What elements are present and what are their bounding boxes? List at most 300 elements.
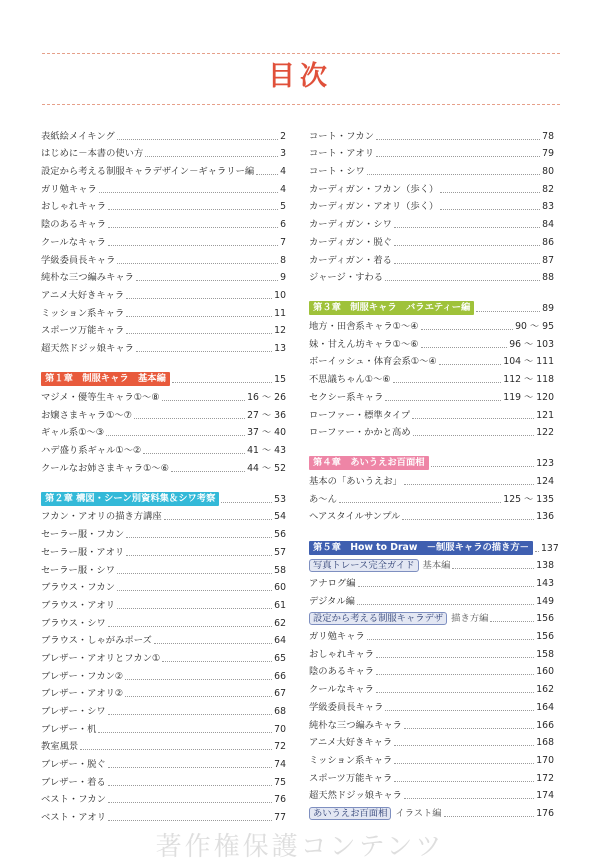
toc-row bbox=[41, 404, 286, 422]
dot-leader bbox=[99, 192, 278, 193]
page-number: 60 bbox=[274, 582, 286, 594]
toc-row bbox=[41, 160, 286, 178]
chapter-heading: 第５章 How to Draw －制服キャラの描き方－ bbox=[309, 541, 533, 555]
toc-row bbox=[309, 178, 554, 196]
page-number: 7 bbox=[280, 236, 286, 248]
page-number: 68 bbox=[274, 706, 286, 717]
page-number: 124 bbox=[536, 476, 554, 488]
toc-row bbox=[41, 630, 286, 648]
toc-entry-title: ヘアスタイルサンプル bbox=[309, 511, 401, 523]
dot-leader bbox=[376, 156, 540, 157]
page-number: 67 bbox=[274, 688, 286, 700]
dot-leader bbox=[143, 453, 245, 454]
toc-entry-title: ブレザー・アオリ② bbox=[41, 688, 124, 700]
dot-leader bbox=[80, 749, 272, 750]
page-number: 58 bbox=[274, 564, 286, 576]
toc-entry-title: ブレザー・脱ぐ bbox=[41, 759, 106, 771]
page-number: 8 bbox=[280, 254, 286, 266]
chapter-heading: 第１章 制服キャラ 基本編 bbox=[41, 372, 170, 386]
toc-row bbox=[41, 523, 286, 541]
dot-leader bbox=[452, 568, 534, 569]
page-number: 87 bbox=[542, 254, 554, 266]
page-number: 82 bbox=[542, 183, 554, 195]
toc-entry-title: 表紙絵メイキング bbox=[41, 130, 115, 142]
page-number: 170 bbox=[536, 754, 554, 766]
toc-row bbox=[309, 714, 554, 732]
page-number: 64 bbox=[274, 635, 286, 647]
toc-entry-title: 設定から考える制服キャラデザイン－ギャラリー編 bbox=[41, 166, 255, 178]
dot-leader bbox=[535, 551, 539, 552]
toc-entry-title: アニメ大好きキャラ bbox=[41, 289, 125, 301]
page-number: 112 ～ 118 bbox=[503, 374, 554, 386]
toc-row bbox=[41, 789, 286, 807]
dot-leader bbox=[154, 643, 272, 644]
dot-leader bbox=[108, 227, 278, 228]
toc-entry-title: マジメ・優等生キャラ①～⑧ bbox=[41, 391, 160, 403]
page-number: 90 ～ 95 bbox=[515, 321, 554, 333]
page-number: 10 bbox=[274, 289, 286, 301]
dot-leader bbox=[164, 519, 272, 520]
dot-leader bbox=[117, 590, 272, 591]
dot-leader bbox=[172, 382, 272, 383]
toc-entry-title: セーラー服・アオリ bbox=[41, 546, 125, 558]
toc-chapter-row bbox=[309, 537, 559, 555]
dot-leader bbox=[394, 245, 540, 246]
page-number: 79 bbox=[542, 148, 554, 160]
toc-entry-title: ブラウス・シワ bbox=[41, 617, 106, 629]
dot-leader bbox=[108, 714, 272, 715]
dot-leader bbox=[117, 139, 278, 140]
dot-leader bbox=[134, 418, 245, 419]
dot-leader bbox=[358, 586, 535, 587]
toc-entry-title: カーディガン・フカン（歩く） bbox=[309, 183, 439, 195]
toc-chapter-row bbox=[41, 488, 286, 506]
toc-entry-title: ブラウス・しゃがみポーズ bbox=[41, 635, 152, 647]
toc-row bbox=[41, 700, 286, 718]
toc-entry-title: 教室風景 bbox=[41, 741, 79, 753]
dot-leader bbox=[126, 537, 272, 538]
dot-leader bbox=[376, 139, 540, 140]
toc-row bbox=[309, 386, 554, 404]
toc-row bbox=[41, 647, 286, 665]
page-number: 56 bbox=[274, 529, 286, 541]
toc-entry-title: はじめに－本書の使い方 bbox=[41, 148, 144, 160]
toc-entry-title: 純朴な三つ編みキャラ bbox=[41, 272, 134, 284]
toc-entry-title: ガリ勉キャラ bbox=[309, 631, 365, 643]
toc-entry-title: 地方・田舎系キャラ①～④ bbox=[309, 321, 419, 333]
dot-leader bbox=[106, 435, 245, 436]
page-number: 104 ～ 111 bbox=[503, 356, 554, 368]
toc-row bbox=[309, 351, 554, 369]
chapter-heading: 第２章 構図・シーン別資料集＆シワ考察 bbox=[41, 492, 219, 506]
page-number: 5 bbox=[280, 201, 286, 213]
dot-leader bbox=[394, 227, 540, 228]
dot-leader bbox=[256, 174, 278, 175]
dot-leader bbox=[162, 400, 245, 401]
dot-leader bbox=[421, 347, 508, 348]
dot-leader bbox=[394, 763, 534, 764]
toc-row bbox=[41, 612, 286, 630]
dot-leader bbox=[431, 466, 535, 467]
toc-row bbox=[309, 802, 554, 820]
page-number: 84 bbox=[542, 219, 554, 231]
page-number: 88 bbox=[542, 272, 554, 284]
toc-entry-title: カーディガン・脱ぐ bbox=[309, 236, 392, 248]
page-number: 9 bbox=[280, 272, 286, 284]
dot-leader bbox=[404, 484, 534, 485]
page-number: 123 bbox=[536, 458, 554, 470]
toc-entry-title: コート・フカン bbox=[309, 130, 374, 142]
section-tag: 設定から考える制服キャラデザ bbox=[309, 612, 447, 625]
toc-entry-title: スポーツ万能キャラ bbox=[309, 772, 393, 784]
dot-leader bbox=[126, 333, 272, 334]
page-number: 37 ～ 40 bbox=[247, 427, 286, 439]
page-number: 122 bbox=[536, 427, 554, 439]
toc-entry-title: コート・シワ bbox=[309, 166, 365, 178]
toc-entry-title: セーラー服・フカン bbox=[41, 529, 125, 541]
toc-row bbox=[309, 249, 554, 267]
toc-entry-title: カーディガン・アオリ（歩く） bbox=[309, 201, 439, 213]
toc-row bbox=[41, 577, 286, 595]
dot-leader bbox=[394, 745, 534, 746]
toc-row bbox=[309, 749, 554, 767]
toc-entry-title: セクシー系キャラ bbox=[309, 391, 384, 403]
toc-entry-title: ローファー・かかと高め bbox=[309, 427, 411, 439]
toc-row bbox=[41, 736, 286, 754]
toc-row bbox=[41, 753, 286, 771]
page-number: 162 bbox=[536, 684, 554, 696]
toc-entry-title: コート・アオリ bbox=[309, 148, 374, 160]
toc-row bbox=[309, 555, 554, 573]
dot-leader bbox=[126, 316, 272, 317]
toc-row bbox=[41, 506, 286, 524]
toc-row bbox=[41, 267, 286, 285]
toc-entry-title: おしゃれキャラ bbox=[309, 648, 375, 660]
toc-left-column bbox=[41, 125, 286, 824]
toc-entry-title: ベスト・アオリ bbox=[41, 812, 106, 824]
toc-row bbox=[309, 422, 554, 440]
page-number: 137 bbox=[540, 542, 559, 554]
toc-row bbox=[41, 143, 286, 161]
toc-entry-title: ブレザー・アオリとフカン① bbox=[41, 652, 161, 664]
page-number: 74 bbox=[274, 759, 286, 771]
toc-row bbox=[309, 767, 554, 785]
page-number: 70 bbox=[274, 723, 286, 735]
page-number: 158 bbox=[536, 648, 554, 660]
section-tag: あいうえお百面相 bbox=[309, 807, 391, 820]
toc-entry-title: あ～ん bbox=[309, 493, 337, 505]
dot-leader bbox=[98, 732, 272, 733]
toc-chapter-row bbox=[309, 298, 554, 316]
dot-leader bbox=[440, 192, 540, 193]
page-number: 125 ～ 135 bbox=[503, 493, 554, 505]
toc-row bbox=[41, 718, 286, 736]
dot-leader bbox=[108, 626, 272, 627]
dot-leader bbox=[393, 382, 502, 383]
toc-entry-title: 学級委員長キャラ bbox=[309, 701, 384, 713]
toc-row bbox=[309, 315, 554, 333]
toc-row bbox=[309, 506, 554, 524]
toc-entry-title: ブレザー・フカン② bbox=[41, 670, 124, 682]
toc-entry-title: ブレザー・机 bbox=[41, 723, 97, 735]
dot-leader bbox=[413, 435, 535, 436]
dot-leader bbox=[108, 767, 272, 768]
toc-chapter-row bbox=[309, 453, 554, 471]
page-number: 138 bbox=[536, 560, 554, 572]
dot-leader bbox=[125, 696, 272, 697]
page-number: 172 bbox=[536, 772, 554, 784]
page-number: 83 bbox=[542, 201, 554, 213]
toc-row bbox=[41, 249, 286, 267]
toc-entry-title: ミッション系キャラ bbox=[309, 754, 393, 766]
page-number: 57 bbox=[274, 546, 286, 558]
toc-entry-title: カーディガン・シワ bbox=[309, 219, 392, 231]
toc-row bbox=[41, 806, 286, 824]
page-number: 143 bbox=[536, 578, 554, 589]
page-number: 44 ～ 52 bbox=[247, 462, 286, 474]
page-number: 121 bbox=[536, 409, 554, 421]
toc-row bbox=[309, 213, 554, 231]
toc-row bbox=[41, 683, 286, 701]
page-number: 12 bbox=[274, 325, 286, 337]
dot-leader bbox=[421, 329, 513, 330]
toc-row bbox=[309, 732, 554, 750]
toc-entry-title: 妹・甘えん坊キャラ①～⑥ bbox=[309, 338, 419, 350]
title-top-divider bbox=[42, 53, 560, 54]
dot-leader bbox=[440, 209, 540, 210]
toc-entry-title: ミッション系キャラ bbox=[41, 307, 125, 319]
dot-leader bbox=[376, 692, 534, 693]
toc-entry-title: ブラウス・フカン bbox=[41, 582, 116, 594]
toc-entry-title: カーディガン・着る bbox=[309, 254, 392, 266]
dot-leader bbox=[385, 710, 534, 711]
page-number: 4 bbox=[280, 166, 286, 178]
toc-entry-title: 純朴な三つ編みキャラ bbox=[309, 719, 402, 731]
toc-row bbox=[309, 572, 554, 590]
toc-entry-title: 学級委員長キャラ bbox=[41, 254, 116, 266]
chapter-heading: 第３章 制服キャラ バラエティー編 bbox=[309, 301, 474, 315]
toc-entry-title: おしゃれキャラ bbox=[41, 201, 107, 213]
page-number: 160 bbox=[536, 666, 554, 678]
page-number: 15 bbox=[274, 374, 286, 386]
page-number: 62 bbox=[274, 617, 286, 629]
toc-row bbox=[41, 231, 286, 249]
dot-leader bbox=[339, 502, 501, 503]
toc-entry-title: クールなお姉さまキャラ①～⑥ bbox=[41, 462, 170, 474]
toc-entry-title: クールなキャラ bbox=[41, 236, 106, 248]
dot-leader bbox=[402, 519, 534, 520]
toc-row bbox=[41, 125, 286, 143]
toc-row bbox=[309, 404, 554, 422]
page-number: 4 bbox=[280, 183, 286, 195]
toc-entry-subtitle: イラスト編 bbox=[395, 807, 442, 819]
toc-row bbox=[309, 488, 554, 506]
page-number: 136 bbox=[536, 511, 554, 523]
toc-row bbox=[41, 302, 286, 320]
toc-entry-title: 基本の「あいうえお」 bbox=[309, 476, 402, 488]
toc-row bbox=[41, 559, 286, 577]
toc-row bbox=[309, 333, 554, 351]
dot-leader bbox=[394, 263, 540, 264]
toc-row bbox=[41, 439, 286, 457]
page-number: 89 bbox=[542, 303, 554, 315]
dot-leader bbox=[117, 573, 272, 574]
title-bottom-divider bbox=[42, 104, 560, 105]
page-number: 72 bbox=[274, 741, 286, 753]
toc-entry-title: アナログ編 bbox=[309, 578, 356, 589]
page-number: 168 bbox=[536, 737, 554, 749]
page-number: 66 bbox=[274, 670, 286, 682]
toc-row bbox=[41, 213, 286, 231]
toc-chapter-row bbox=[41, 368, 286, 386]
toc-row bbox=[41, 386, 286, 404]
toc-entry-title: アニメ大好きキャラ bbox=[309, 737, 393, 749]
page-number: 119 ～ 120 bbox=[503, 391, 554, 403]
page-number: 166 bbox=[536, 719, 554, 731]
toc-row bbox=[41, 771, 286, 789]
toc-row bbox=[309, 368, 554, 386]
toc-row bbox=[41, 541, 286, 559]
toc-row bbox=[309, 125, 554, 143]
toc-entry-title: 超天然ドジッ娘キャラ bbox=[41, 342, 134, 354]
page-number: 6 bbox=[280, 219, 286, 231]
dot-leader bbox=[108, 785, 272, 786]
dot-leader bbox=[145, 156, 278, 157]
dot-leader bbox=[394, 781, 534, 782]
toc-entry-title: ガリ勉キャラ bbox=[41, 183, 97, 195]
dot-leader bbox=[126, 555, 272, 556]
page-number: 78 bbox=[542, 130, 554, 142]
toc-entry-title: お嬢さまキャラ①～⑦ bbox=[41, 409, 133, 421]
page-number: 80 bbox=[542, 166, 554, 178]
toc-row bbox=[309, 267, 554, 285]
page-number: 54 bbox=[274, 511, 286, 523]
toc-entry-title: スポーツ万能キャラ bbox=[41, 325, 125, 337]
toc-row bbox=[309, 643, 554, 661]
toc-row bbox=[309, 696, 554, 714]
page-number: 76 bbox=[274, 794, 286, 806]
dot-leader bbox=[404, 728, 534, 729]
dot-leader bbox=[117, 263, 278, 264]
page-number: 61 bbox=[274, 599, 286, 611]
page-number: 3 bbox=[280, 148, 286, 160]
dot-leader bbox=[108, 209, 278, 210]
toc-entry-title: セーラー服・シワ bbox=[41, 564, 116, 576]
page-number: 156 bbox=[536, 631, 554, 643]
dot-leader bbox=[136, 351, 272, 352]
dot-leader bbox=[404, 798, 534, 799]
toc-entry-title: ブラウス・アオリ bbox=[41, 599, 116, 611]
toc-row bbox=[41, 178, 286, 196]
page-number: 86 bbox=[542, 236, 554, 248]
chapter-heading: 第４章 あいうえお百面相 bbox=[309, 456, 429, 470]
page-number: 2 bbox=[280, 130, 286, 142]
toc-row bbox=[41, 594, 286, 612]
dot-leader bbox=[476, 311, 540, 312]
page-number: 176 bbox=[536, 807, 554, 819]
toc-row bbox=[309, 196, 554, 214]
dot-leader bbox=[490, 621, 534, 622]
dot-leader bbox=[412, 418, 534, 419]
toc-entry-title: 不思議ちゃん①～⑥ bbox=[309, 374, 391, 386]
section-tag: 写真トレース完全ガイド bbox=[309, 559, 419, 572]
toc-row bbox=[309, 678, 554, 696]
page-number: 164 bbox=[536, 701, 554, 713]
toc-entry-title: ボーイッシュ・体育会系①～④ bbox=[309, 356, 437, 368]
page-number: 27 ～ 36 bbox=[247, 409, 286, 421]
toc-entry-subtitle: 描き方編 bbox=[451, 613, 489, 625]
dot-leader bbox=[125, 679, 272, 680]
dot-leader bbox=[367, 639, 534, 640]
dot-leader bbox=[221, 502, 272, 503]
dot-leader bbox=[171, 471, 245, 472]
toc-row bbox=[41, 196, 286, 214]
toc-entry-title: フカン・アオリの描き方講座 bbox=[41, 511, 162, 523]
toc-row bbox=[309, 625, 554, 643]
dot-leader bbox=[385, 280, 540, 281]
toc-entry-title: ブレザー・着る bbox=[41, 776, 106, 788]
page-number: 77 bbox=[274, 812, 286, 824]
toc-row bbox=[309, 608, 554, 626]
page-number: 96 ～ 103 bbox=[509, 338, 554, 350]
toc-row bbox=[309, 143, 554, 161]
dot-leader bbox=[136, 280, 278, 281]
dot-leader bbox=[126, 298, 272, 299]
page-number: 149 bbox=[536, 595, 554, 607]
dot-leader bbox=[444, 816, 535, 817]
dot-leader bbox=[108, 820, 272, 821]
page-number: 75 bbox=[274, 776, 286, 788]
page-number: 13 bbox=[274, 342, 286, 354]
toc-row bbox=[309, 231, 554, 249]
toc-entry-title: デジタル編 bbox=[309, 595, 355, 607]
toc-entry-title: ローファー・標準タイプ bbox=[309, 409, 411, 421]
toc-row bbox=[309, 661, 554, 679]
toc-entry-title: ベスト・フカン bbox=[41, 794, 106, 806]
toc-entry-title: 陰のあるキャラ bbox=[309, 666, 375, 678]
toc-row bbox=[309, 470, 554, 488]
toc-entry-title: 陰のあるキャラ bbox=[41, 219, 107, 231]
page-number: 53 bbox=[274, 493, 286, 505]
page-number: 16 ～ 26 bbox=[247, 391, 286, 403]
toc-row bbox=[41, 457, 286, 475]
dot-leader bbox=[108, 802, 272, 803]
copyright-watermark: 著作権保護コンテンツ bbox=[155, 832, 445, 862]
page-number: 41 ～ 43 bbox=[247, 444, 286, 456]
toc-row bbox=[41, 422, 286, 440]
toc-entry-title: ハデ盛り系ギャル①～② bbox=[41, 444, 142, 456]
page-number: 11 bbox=[274, 307, 286, 319]
toc-row bbox=[309, 785, 554, 803]
dot-leader bbox=[376, 674, 534, 675]
dot-leader bbox=[357, 604, 534, 605]
toc-right-column bbox=[309, 125, 559, 820]
dot-leader bbox=[439, 364, 501, 365]
dot-leader bbox=[367, 174, 540, 175]
toc-entry-title: クールなキャラ bbox=[309, 684, 374, 696]
toc-entry-title: ギャル系①～③ bbox=[41, 427, 105, 439]
toc-entry-title: ブレザー・シワ bbox=[41, 706, 106, 717]
toc-row bbox=[41, 337, 286, 355]
toc-row bbox=[309, 590, 554, 608]
toc-entry-title: ジャージ・すわる bbox=[309, 272, 384, 284]
page-number: 174 bbox=[536, 790, 554, 802]
page-number: 65 bbox=[274, 652, 286, 664]
page-number: 156 bbox=[536, 613, 554, 625]
page-title: 目次 bbox=[268, 61, 332, 92]
toc-row bbox=[309, 160, 554, 178]
dot-leader bbox=[108, 245, 278, 246]
